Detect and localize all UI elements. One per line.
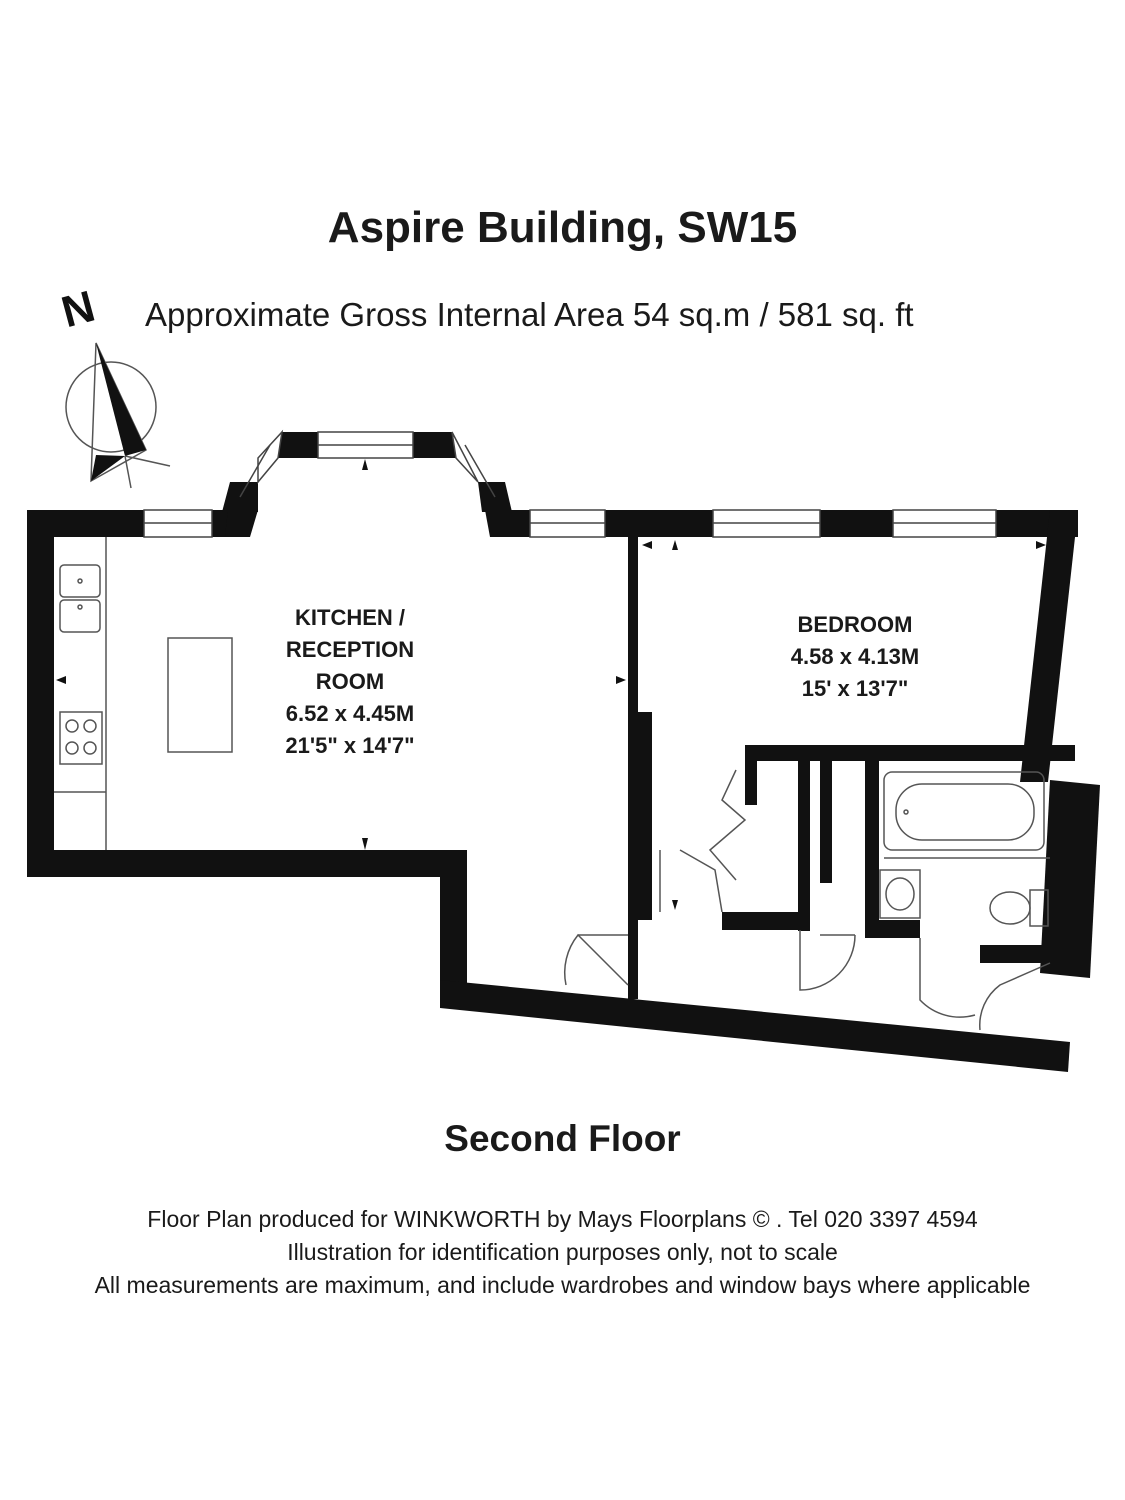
interior-walls — [628, 537, 1075, 999]
room-dimension-imperial: 15' x 13'7" — [801, 676, 909, 701]
footer-credit: Floor Plan produced for WINKWORTH by Mays Floorplans © . Tel 020 3397 4594 — [147, 1206, 978, 1232]
room-label-kitchen-reception — [250, 602, 450, 762]
room-label-bedroom — [755, 609, 955, 705]
compass-label: N — [56, 281, 100, 338]
room-dimension-metric: 6.52 x 4.45M — [285, 701, 415, 726]
kitchen-fittings — [54, 537, 232, 850]
room-name-line: RECEPTION — [285, 637, 415, 662]
compass-icon — [56, 282, 170, 488]
room-name-line: KITCHEN / — [295, 605, 405, 630]
plan-title: Aspire Building, SW15 — [327, 203, 798, 252]
floor-label: Second Floor — [444, 1118, 681, 1159]
compass-needle-tail — [91, 455, 125, 481]
sink-icon — [60, 565, 100, 597]
gross-area-text: Approximate Gross Internal Area 54 sq.m / 581 sq. ft — [145, 296, 914, 333]
toilet-icon — [990, 892, 1030, 924]
footer-disclaimer: Illustration for identification purposes only, not to scale — [287, 1239, 838, 1265]
compass-needle-dark — [96, 343, 146, 456]
room-dimension-imperial: 21'5" x 14'7" — [285, 733, 415, 758]
room-dimension-metric: 4.58 x 4.13M — [790, 644, 920, 669]
bathroom-fittings — [880, 772, 1050, 926]
room-name-line: ROOM — [315, 669, 385, 694]
room-name-line: BEDROOM — [797, 612, 913, 637]
kitchen-island — [168, 638, 232, 752]
footer-measurements-note: All measurements are maximum, and include wardrobes and window bays where applicable — [94, 1272, 1031, 1298]
hob-icon — [60, 712, 102, 764]
